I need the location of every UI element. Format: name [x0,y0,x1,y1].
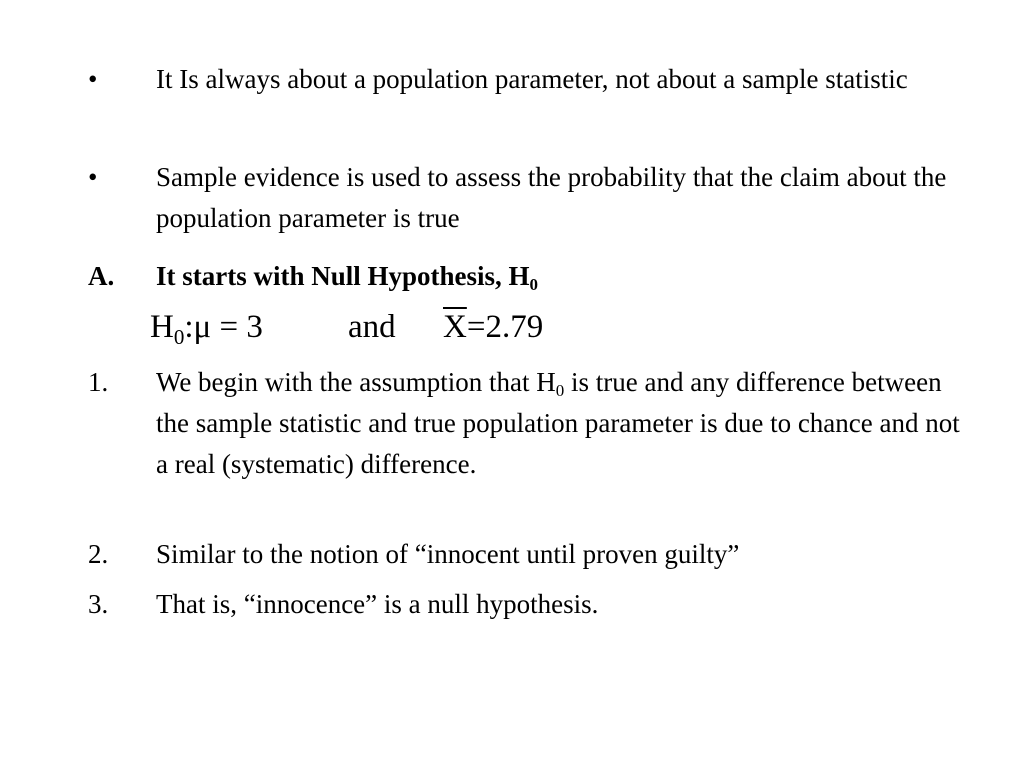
equation-lhs: $H_0:\mu = 3$ [150,309,263,349]
equation-rhs: $\overline{X}=2.79$ [443,309,544,345]
bullet-marker: • [88,162,98,192]
number-marker: 1. [88,367,109,397]
hypothesis-equation [0,309,1024,359]
section-marker: A. [88,261,115,291]
sample-mean-symbol: $\overline{X}$ [443,309,467,345]
number-marker: 2. [88,539,109,569]
numbered-text: We begin with the assumption that $H_0$ is true and any difference between the sample statistic and true population parameter is due to chance and not a real (systematic) difference. [156,367,960,479]
number-marker: 3. [88,589,109,619]
numbered-text: That is, “innocence” is a null hypothesis. [156,589,599,619]
equation-and: and [348,309,396,345]
bullet-text: It Is always about a population parameter, not about a sample statistic [156,64,908,94]
section-heading-text: It starts with Null Hypothesis, $H_0$ [156,261,539,294]
bullet-text: Sample evidence is used to assess the probability that the claim about the population parameter is true [156,162,947,233]
bullet-marker: • [88,64,98,94]
numbered-text: Similar to the notion of “innocent until proven guilty” [156,539,740,569]
